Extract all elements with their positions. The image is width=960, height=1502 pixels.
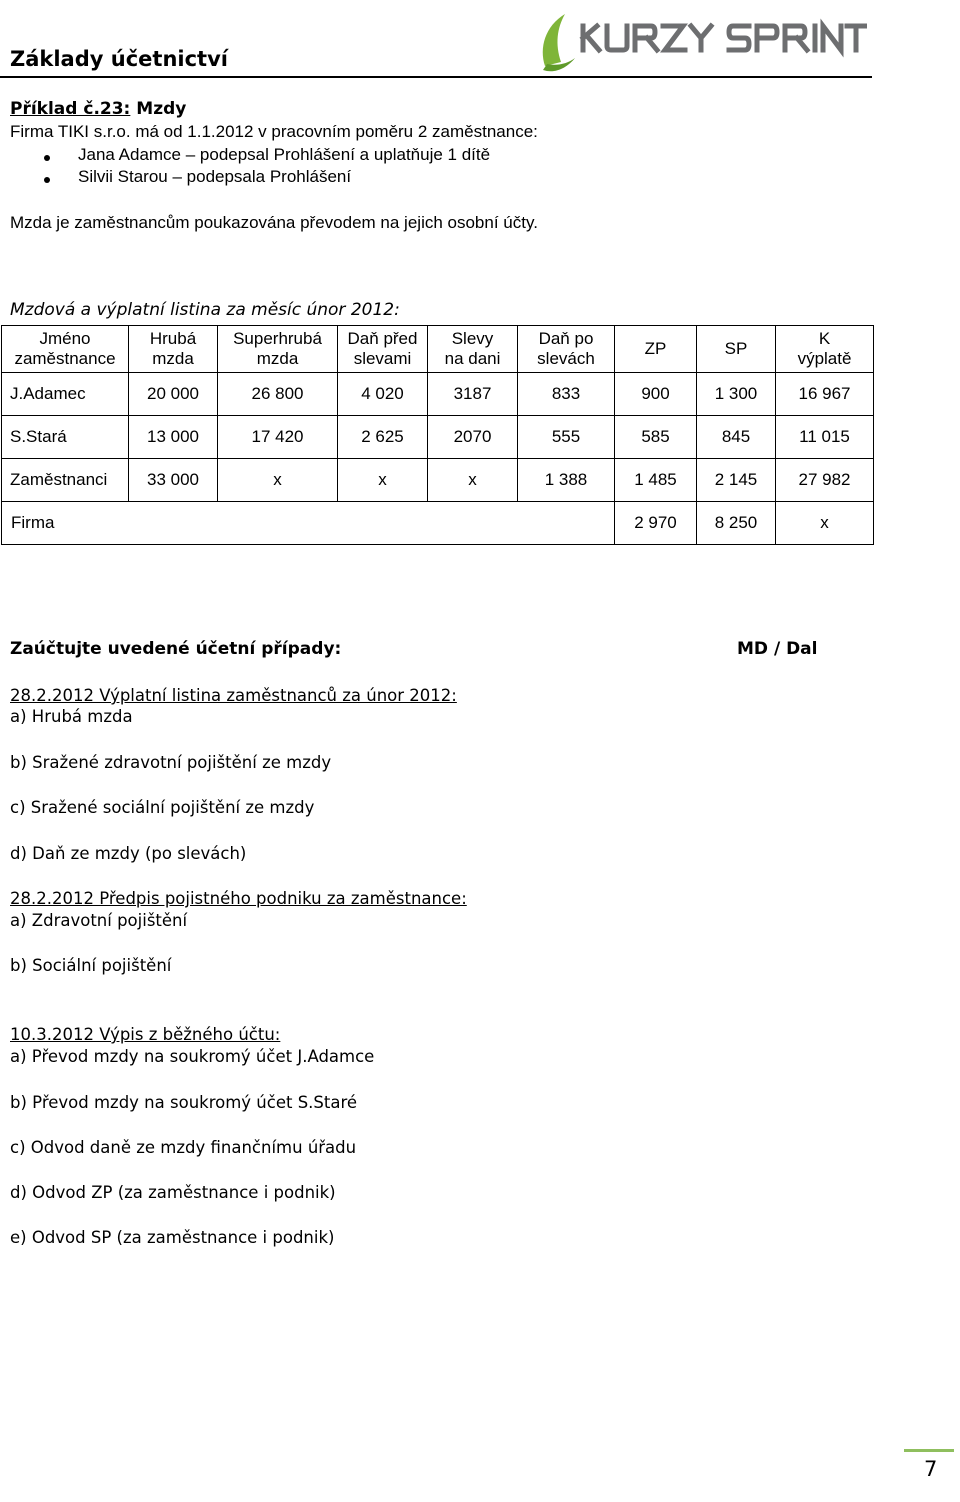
page-number: 7 (924, 1457, 938, 1481)
header-cell: K výplatě (776, 326, 874, 373)
header-cell: Slevy na dani (428, 326, 518, 373)
header-cell: Daň před slevami (338, 326, 428, 373)
cell-name: S.Stará (2, 416, 129, 459)
bullet-dot (44, 177, 50, 183)
cell: 33 000 (129, 459, 218, 502)
payment-note: Mzda je zaměstnancům poukazována převodem na jejich osobní účty. (10, 213, 538, 232)
cell: 16 967 (776, 373, 874, 416)
cell: 17 420 (218, 416, 338, 459)
cell: 20 000 (129, 373, 218, 416)
cell-name: Firma (2, 502, 615, 545)
task-item: c) Sražené sociální pojištění ze mzdy (10, 798, 315, 817)
example-intro: Firma TIKI s.r.o. má od 1.1.2012 v pracovním poměru 2 zaměstnance: (10, 122, 538, 141)
cell: 8 250 (697, 502, 776, 545)
cell: 27 982 (776, 459, 874, 502)
table-row-firma (2, 502, 874, 545)
cell: 11 015 (776, 416, 874, 459)
cell: 2 145 (697, 459, 776, 502)
cell: x (428, 459, 518, 502)
cell: 585 (615, 416, 697, 459)
cell: x (338, 459, 428, 502)
cell: 833 (518, 373, 615, 416)
cell-name: J.Adamec (2, 373, 129, 416)
cell: x (218, 459, 338, 502)
tasks-heading: Zaúčtujte uvedené účetní případy: (10, 639, 342, 659)
md-dal-label: MD / Dal (737, 639, 818, 659)
example-label: Příklad č.23: (10, 99, 131, 119)
section-title: 28.2.2012 Výplatní listina zaměstnanců za únor 2012: (10, 686, 457, 705)
table-row (2, 459, 874, 502)
cell: 26 800 (218, 373, 338, 416)
cell: 1 485 (615, 459, 697, 502)
cell: 900 (615, 373, 697, 416)
task-item: e) Odvod SP (za zaměstnance i podnik) (10, 1228, 335, 1247)
section-title: 10.3.2012 Výpis z běžného účtu: (10, 1025, 281, 1044)
employee-bullet-2: Silvii Starou – podepsala Prohlášení (78, 167, 352, 186)
payroll-table (1, 325, 874, 545)
cell: 1 300 (697, 373, 776, 416)
bullet-dot (44, 155, 50, 161)
table-row (2, 416, 874, 459)
header-cell: SP (697, 326, 776, 373)
cell: 4 020 (338, 373, 428, 416)
payroll-caption: Mzdová a výplatní listina za měsíc únor 2012: (10, 300, 400, 320)
task-item: c) Odvod daně ze mzdy finančnímu úřadu (10, 1138, 357, 1157)
example-topic: Mzdy (130, 99, 187, 119)
task-item: a) Zdravotní pojištění (10, 911, 188, 930)
cell: 1 388 (518, 459, 615, 502)
table-header-row (2, 326, 874, 373)
cell-name: Zaměstnanci (2, 459, 129, 502)
task-item: b) Sražené zdravotní pojištění ze mzdy (10, 753, 332, 772)
header-cell: Jméno zaměstnance (2, 326, 129, 373)
task-item: a) Hrubá mzda (10, 707, 133, 726)
cell: 2070 (428, 416, 518, 459)
cell: 2 625 (338, 416, 428, 459)
example-title (10, 99, 186, 119)
section-title: 28.2.2012 Předpis pojistného podniku za zaměstnance: (10, 889, 467, 908)
page-title: Základy účetnictví (10, 47, 228, 71)
task-item: d) Odvod ZP (za zaměstnance i podnik) (10, 1183, 336, 1202)
header-cell: ZP (615, 326, 697, 373)
table-row (2, 373, 874, 416)
header-cell: Daň po slevách (518, 326, 615, 373)
cell: 13 000 (129, 416, 218, 459)
employee-bullet-1: Jana Adamce – podepsal Prohlášení a uplatňuje 1 dítě (78, 145, 491, 164)
task-item: a) Převod mzdy na soukromý účet J.Adamce (10, 1047, 375, 1066)
header-cell: Superhrubá mzda (218, 326, 338, 373)
cell: 2 970 (615, 502, 697, 545)
kurzy-sprint-logo (537, 8, 867, 78)
task-item: d) Daň ze mzdy (po slevách) (10, 844, 247, 863)
header-cell: Hrubá mzda (129, 326, 218, 373)
cell: 845 (697, 416, 776, 459)
cell: x (776, 502, 874, 545)
task-item: b) Sociální pojištění (10, 956, 172, 975)
cell: 555 (518, 416, 615, 459)
cell: 3187 (428, 373, 518, 416)
task-item: b) Převod mzdy na soukromý účet S.Staré (10, 1093, 358, 1112)
